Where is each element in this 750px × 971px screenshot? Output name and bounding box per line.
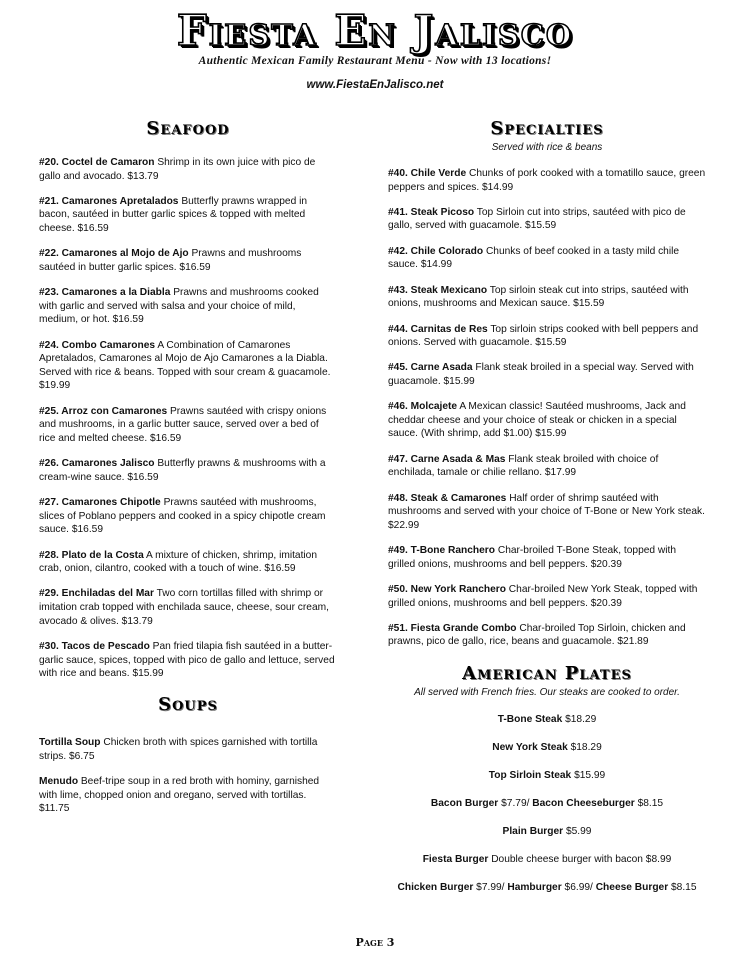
menu-item: #29. Enchiladas del Mar Two corn tortillas filled with shrimp or imitation crab topped with enchilada sauce, cheese, sour cream, avocado & olives. $13.79 <box>39 588 329 627</box>
page-number: Page 3 <box>355 936 395 949</box>
menu-item: #28. Plato de la Costa A mixture of chicken, shrimp, imitation crab, onion, cilantro, cooked with a touch of wine. $16.59 <box>39 549 318 575</box>
menu-item: #51. Fiesta Grande Combo Char-broiled Top Sirloin, chicken and prawns, pico de gallo, rice, beans and guacamole. $21.89 <box>388 622 686 648</box>
menu-item: #24. Combo Camarones A Combination of Camarones Apretalados, Camarones al Mojo de Ajo Camarones a la Diabla. Served with rice & beans. Topped with sour cream & guacamole. $19.99 <box>39 339 331 392</box>
soups-list <box>39 736 337 816</box>
restaurant-subtitle: Authentic Mexican Family Restaurant Menu - Now with 13 locations! <box>198 55 552 67</box>
right-column <box>388 118 706 894</box>
menu-item: #41. Steak Picoso Top Sirloin cut into strips, sautéed with pico de gallo, served with guacamole. $15.59 <box>388 206 686 232</box>
menu-item: #25. Arroz con Camarones Prawns sautéed with crispy onions and mushrooms, in a garlic butter sauce, served over a bed of rice and melted cheese. $16.59 <box>39 405 327 444</box>
menu-item: Menudo Beef-tripe soup in a red broth with hominy, garnished with lime, chopped onion and oregano, served with tortillas. $11.75 <box>39 776 320 815</box>
menu-item: #30. Tacos de Pescado Pan fried tilapia fish sautéed in a butter-garlic sauce, spices, topped with pico de gallo and lettuce, served with rice and beans. $15.99 <box>39 640 335 680</box>
menu-item: New York Steak $18.29 <box>492 742 602 753</box>
seafood-list <box>39 156 337 681</box>
menu-item: Fiesta Burger Double cheese burger with bacon $8.99 <box>422 854 672 865</box>
specialties-list <box>388 167 706 649</box>
menu-item: Chicken Burger $7.99/ Hamburger $6.99/ Cheese Burger $8.15 <box>397 882 697 893</box>
specialties-title: Specialties <box>490 118 604 139</box>
menu-item: #26. Camarones Jalisco Butterfly prawns & mushrooms with a cream-wine sauce. $16.59 <box>39 458 326 483</box>
specialties-subtitle: Served with rice & beans <box>491 142 603 153</box>
american-plates-list <box>388 713 706 894</box>
left-column <box>39 118 337 828</box>
menu-header <box>0 8 750 68</box>
menu-item: Tortilla Soup Chicken broth with spices garnished with tortilla strips. $6.75 <box>39 737 318 762</box>
menu-item: #22. Camarones al Mojo de Ajo Prawns and mushrooms sautéed in butter garlic spices. $16.59 <box>39 248 302 273</box>
menu-item: #20. Coctel de Camaron Shrimp in its own juice with pico de gallo and avocado. $13.79 <box>39 157 316 182</box>
american-plates-title: American Plates <box>462 663 632 684</box>
menu-item: #42. Chile Colorado Chunks of beef cooked in a tasty mild chile sauce. $14.99 <box>388 245 680 271</box>
american-plates-subtitle: All served with French fries. Our steaks are cooked to order. <box>414 687 680 698</box>
restaurant-title: Fiesta En Jalisco <box>176 6 574 55</box>
menu-item: #27. Camarones Chipotle Prawns sautéed with mushrooms, slices of Poblano peppers and cooked in a spicy chipotle cream sauce. $16.59 <box>39 497 326 536</box>
menu-item: Bacon Burger $7.79/ Bacon Cheeseburger $8.15 <box>430 798 664 809</box>
menu-item: #23. Camarones a la Diabla Prawns and mushrooms cooked with garlic and served with salsa and your choice of mild, medium, or hot. $16.59 <box>39 287 319 326</box>
seafood-title: Seafood <box>146 118 230 139</box>
menu-item: #21. Camarones Apretalados Butterfly prawns wrapped in bacon, sautéed in butter garlic spices & topped with melted cheese. $16.59 <box>39 195 308 235</box>
menu-item: T-Bone Steak $18.29 <box>497 714 597 725</box>
menu-item: #40. Chile Verde Chunks of pork cooked with a tomatillo sauce, green peppers and spices. $14.99 <box>388 168 706 193</box>
menu-item: Plain Burger $5.99 <box>502 826 592 837</box>
menu-item: #44. Carnitas de Res Top sirloin strips cooked with bell peppers and onions. Served with guacamole. $15.59 <box>388 323 699 349</box>
website-link[interactable]: www.FiestaEnJalisco.net <box>306 79 444 91</box>
menu-item: #49. T-Bone Ranchero Char-broiled T-Bone Steak, topped with grilled onions, mushrooms and bell peppers. $20.39 <box>388 545 677 570</box>
menu-item: #46. Molcajete A Mexican classic! Sautéed mushrooms, Jack and cheddar cheese and your choice of steak or chicken in a special sauce. (With shrimp, add $1.00) $15.99 <box>388 401 686 440</box>
menu-item: #48. Steak & Camarones Half order of shrimp sautéed with mushrooms and served with your choice of T-Bone or New York steak. $22.99 <box>388 492 705 531</box>
menu-item: #47. Carne Asada & Mas Flank steak broiled with choice of enchilada, tamale or chilie rellano. $17.99 <box>388 453 659 479</box>
menu-item: #43. Steak Mexicano Top sirloin steak cut into strips, sautéed with onions, mushrooms and Mexican sauce. $15.59 <box>388 284 689 310</box>
menu-item: Top Sirloin Steak $15.99 <box>488 770 606 781</box>
menu-item: #45. Carne Asada Flank steak broiled in a special way. Served with guacamole. $15.99 <box>388 362 694 387</box>
soups-title: Soups <box>158 694 218 716</box>
menu-item: #50. New York Ranchero Char-broiled New York Steak, topped with grilled onions, mushrooms and bell peppers. $20.39 <box>388 583 698 609</box>
